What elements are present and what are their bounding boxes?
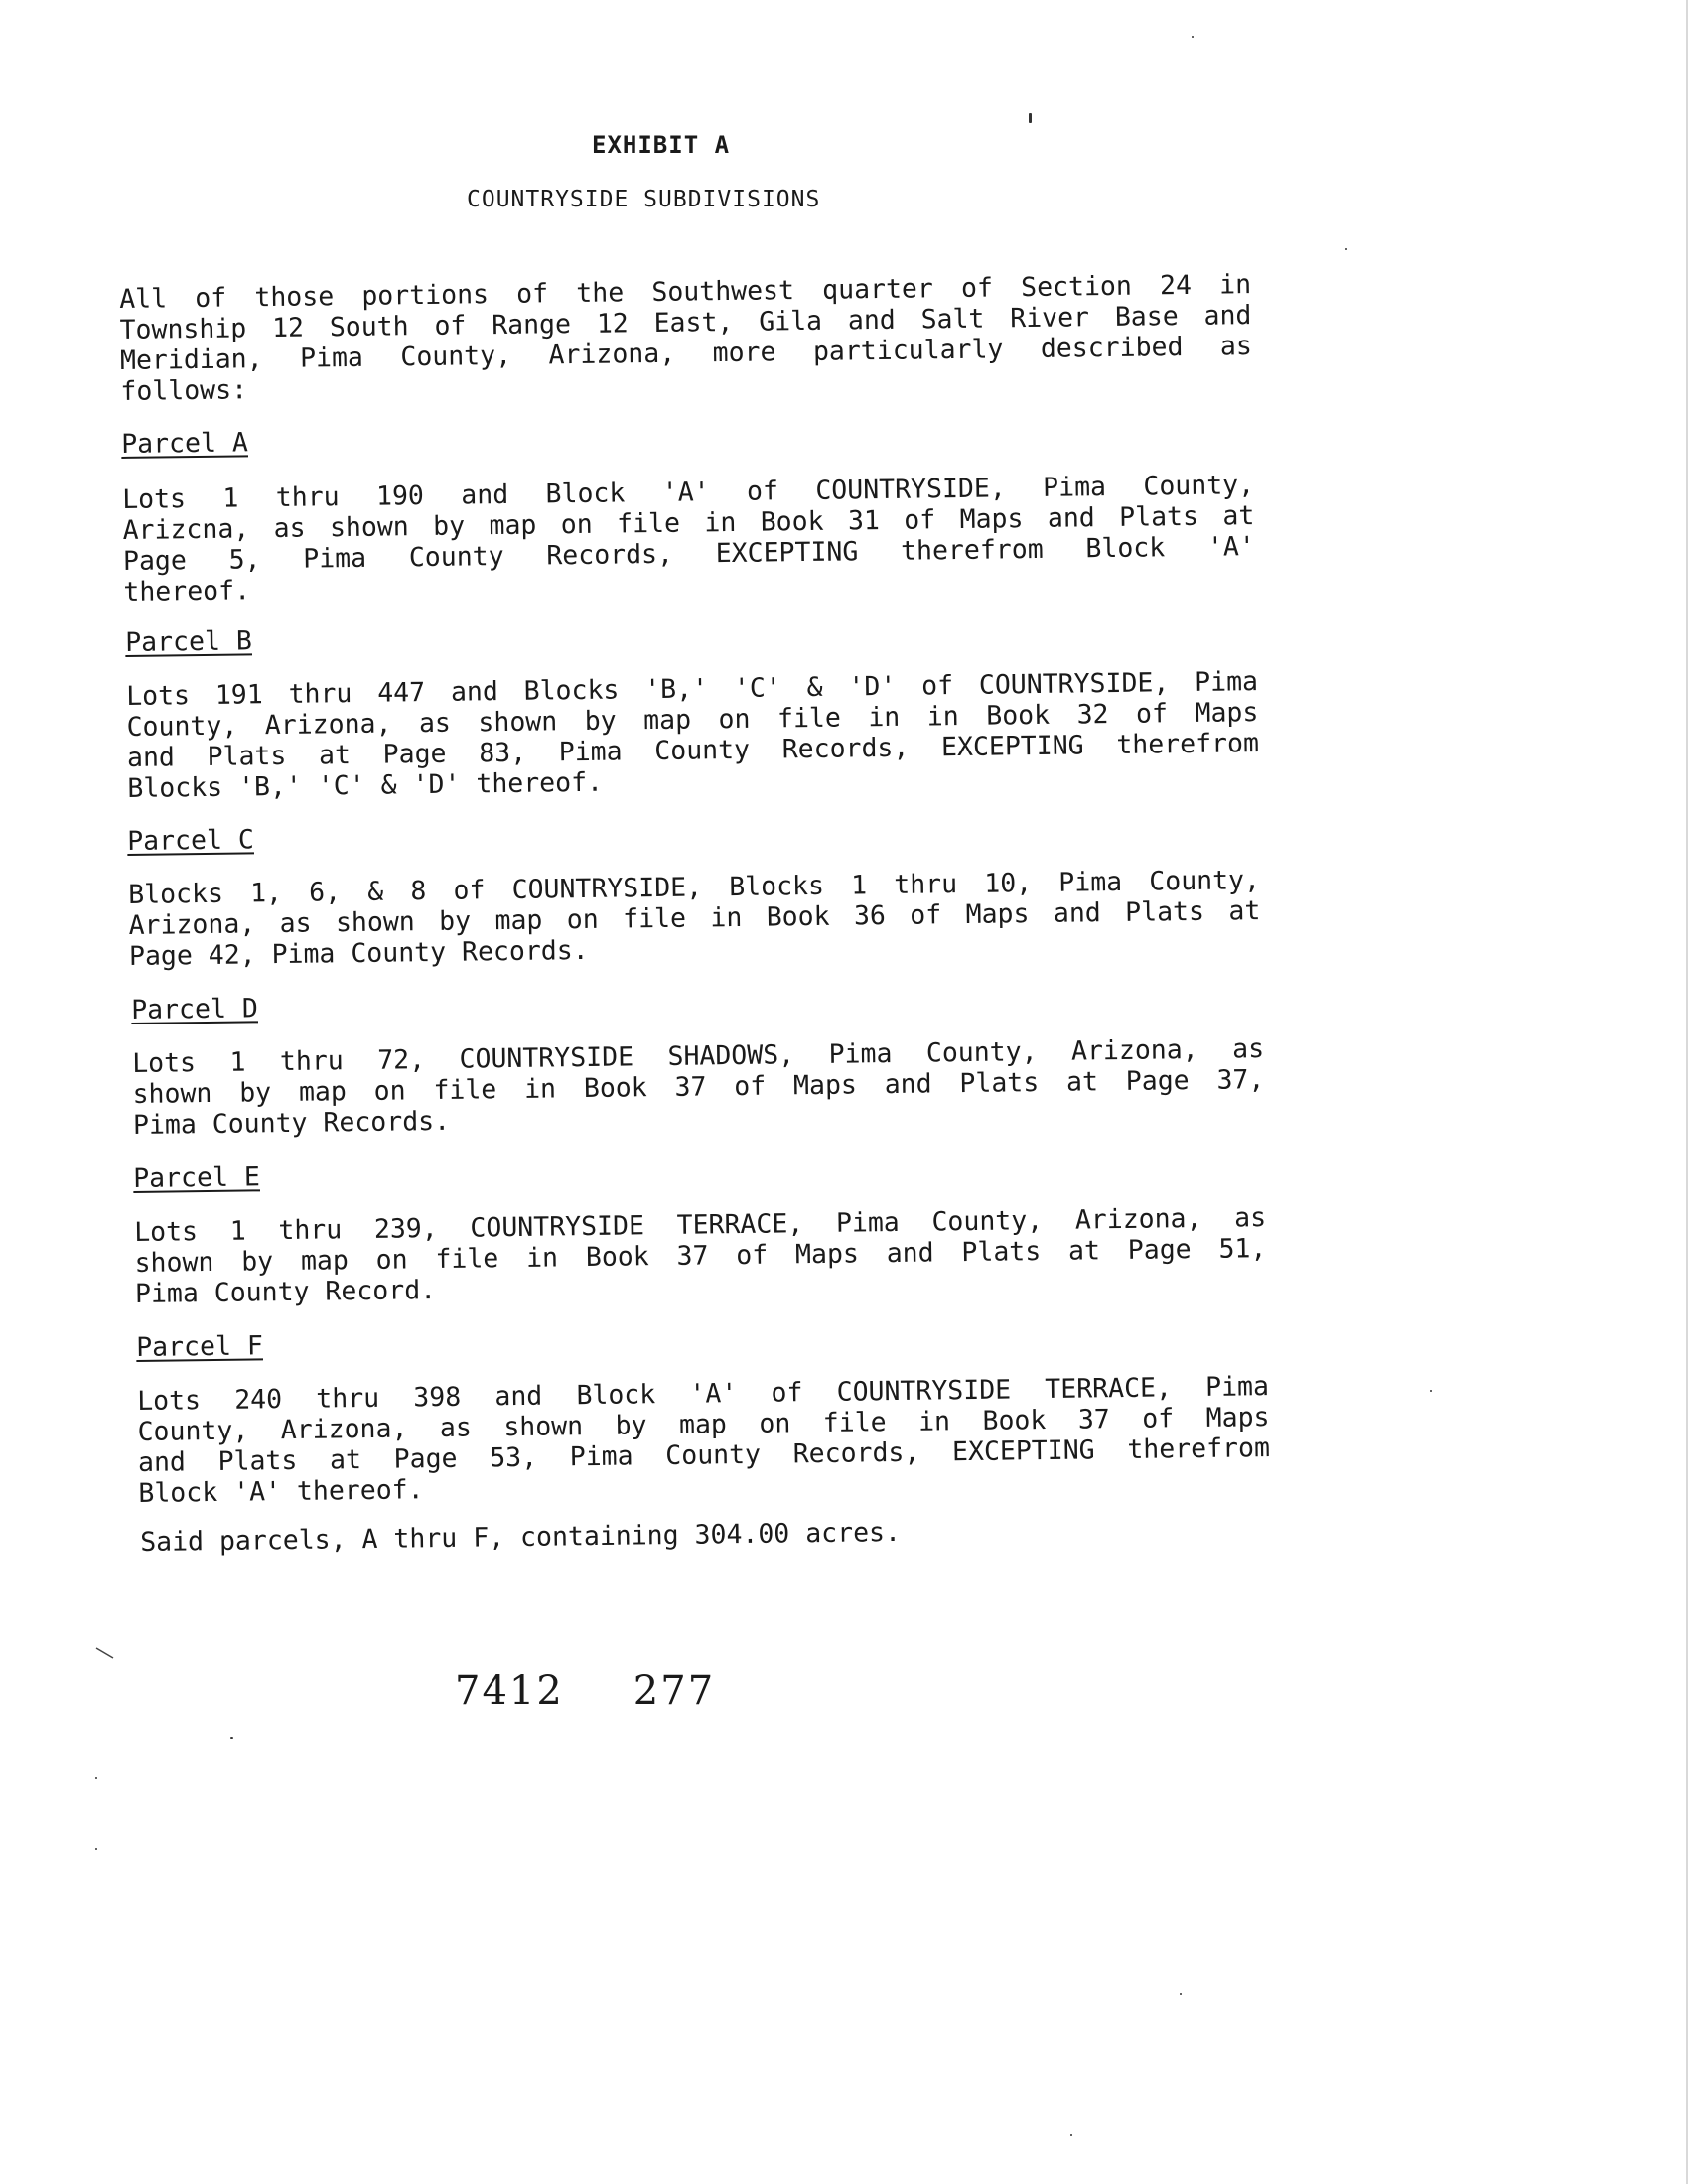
scan-speck	[1192, 36, 1194, 38]
word: COUNTRYSIDE,	[815, 473, 1006, 506]
word: in	[525, 1242, 559, 1274]
word: Book	[760, 505, 824, 538]
word: at	[329, 1444, 362, 1476]
word: Pima	[835, 1206, 900, 1239]
word: therefrom	[1116, 728, 1260, 760]
word: as	[1219, 331, 1253, 362]
word: by	[584, 705, 617, 737]
parcel-e-heading: Parcel E	[133, 1161, 261, 1194]
word: at	[318, 740, 352, 771]
parcel-e-description	[134, 1202, 1267, 1309]
word: 37	[1077, 1404, 1110, 1435]
word: shown	[503, 1411, 584, 1443]
word: 1	[222, 482, 239, 514]
word: County,	[925, 1036, 1038, 1069]
word: 32	[1076, 699, 1109, 731]
word: County,	[1143, 470, 1255, 502]
word: thru	[288, 678, 352, 710]
word: 24	[1159, 269, 1193, 302]
word: map	[300, 1245, 350, 1277]
scan-speck	[1345, 248, 1347, 250]
word: and	[847, 304, 896, 337]
word: described	[1040, 331, 1184, 364]
word: Pima	[828, 1037, 893, 1070]
word: 1,	[249, 877, 283, 909]
word: thru	[316, 1382, 380, 1415]
word: therefrom	[900, 533, 1044, 567]
word: 1	[850, 870, 868, 901]
intro-line: follows:	[120, 374, 248, 407]
scan-speck	[230, 1737, 233, 1739]
word: 447	[377, 677, 426, 709]
word: 36	[853, 900, 887, 932]
word: River	[1010, 302, 1090, 335]
word: of	[746, 476, 779, 507]
word: thru	[279, 1045, 344, 1078]
scan-mark	[95, 1646, 115, 1660]
word: Block	[576, 1379, 656, 1412]
word: 37,	[1216, 1064, 1265, 1096]
word: EXCEPTING	[715, 536, 859, 570]
word: TERRACE,	[1045, 1372, 1173, 1406]
word: particularly	[812, 334, 1004, 367]
word: of	[1142, 1403, 1175, 1434]
word: Book	[585, 1241, 649, 1274]
word: by	[438, 905, 472, 937]
word: 12	[271, 312, 305, 343]
word: Records,	[546, 538, 674, 572]
word: Page	[393, 1442, 458, 1475]
closing-line: Said parcels, A thru F, containing 304.00 acres.	[140, 1516, 902, 1558]
word: TERRACE,	[676, 1208, 804, 1241]
word: of	[736, 1239, 769, 1272]
word: 190	[375, 480, 425, 512]
word: file	[822, 1407, 887, 1438]
word: and	[126, 742, 176, 773]
word: of	[734, 1070, 767, 1103]
word: on	[718, 703, 751, 736]
word: in	[868, 701, 901, 734]
word: Page	[122, 545, 188, 577]
word: Base	[1114, 301, 1179, 333]
word: Section	[1020, 270, 1133, 304]
word: Arizona,	[280, 1413, 408, 1446]
word: County,	[400, 340, 512, 373]
word: and	[886, 1237, 934, 1270]
word: Block	[545, 478, 626, 510]
word: Lots	[134, 1216, 199, 1248]
word: County,	[1149, 865, 1261, 897]
word: Blocks	[128, 878, 224, 910]
word: Salt	[920, 303, 985, 336]
parcel-d-heading: Parcel D	[131, 993, 259, 1025]
word: Book	[986, 699, 1051, 732]
word: Block	[1085, 532, 1166, 565]
word: portions	[361, 279, 490, 312]
word: 240	[234, 1384, 283, 1416]
word: in	[523, 1073, 557, 1105]
word: Page	[1127, 1234, 1192, 1266]
parcel-f-line: Block 'A' thereof.	[138, 1474, 424, 1509]
parcel-a-line: thereof.	[123, 575, 251, 608]
word: on	[560, 508, 593, 541]
parcel-d-line: Pima County Records.	[132, 1105, 451, 1141]
word: East,	[653, 306, 734, 339]
word: as	[273, 512, 306, 545]
word: map	[642, 704, 692, 737]
word: and	[1203, 300, 1252, 332]
word: South	[329, 311, 409, 343]
word: as	[418, 707, 452, 740]
word: map	[298, 1076, 348, 1108]
word: Page	[1125, 1065, 1190, 1097]
word: on	[373, 1075, 406, 1107]
word: quarter	[821, 273, 934, 306]
word: Plats	[959, 1067, 1040, 1100]
word: COUNTRYSIDE	[470, 1210, 645, 1244]
closing-statement	[140, 1515, 1034, 1558]
word: Blocks	[523, 674, 620, 707]
word: Gila	[759, 305, 823, 338]
word: 'A'	[661, 477, 710, 508]
word: file	[435, 1243, 499, 1276]
parcel-b-description	[126, 666, 1260, 804]
word: 191	[214, 679, 263, 711]
word: Maps	[1195, 697, 1259, 729]
word: in	[1218, 269, 1252, 301]
exhibit-title: EXHIBIT A	[592, 131, 731, 159]
word: 'D'	[848, 670, 897, 703]
word: Lots	[132, 1047, 197, 1079]
word: at	[1067, 1235, 1101, 1267]
parcel-f-description	[137, 1371, 1271, 1509]
word: 83,	[478, 737, 527, 769]
parcel-d-description	[132, 1033, 1265, 1141]
word: and	[494, 1380, 543, 1413]
word: 10,	[984, 868, 1033, 899]
word: thru	[278, 1214, 343, 1247]
parcel-a-description	[122, 470, 1256, 608]
word: Range	[492, 309, 572, 341]
word: of	[515, 278, 549, 310]
word: Pima	[303, 542, 367, 575]
word: 6,	[308, 877, 342, 908]
word: and	[1047, 502, 1095, 534]
word: Maps	[1205, 1402, 1270, 1433]
word: Plats	[207, 740, 287, 772]
word: on	[566, 903, 599, 936]
word: &	[806, 671, 823, 704]
parcel-a-heading: Parcel A	[121, 427, 249, 460]
word: those	[254, 281, 335, 314]
word: of	[195, 282, 227, 315]
word: Maps	[965, 898, 1030, 930]
word: shown	[335, 906, 415, 939]
word: SHADOWS,	[667, 1039, 795, 1072]
word: EXCEPTING	[940, 730, 1084, 763]
word: Book	[766, 900, 830, 933]
word: 37	[676, 1240, 709, 1272]
word: 53,	[489, 1441, 538, 1474]
word: and	[461, 478, 509, 511]
word: 'A'	[689, 1378, 738, 1410]
word: COUNTRYSIDE,	[511, 872, 703, 905]
word: of	[453, 875, 486, 906]
word: at	[1228, 895, 1261, 927]
word: of	[904, 504, 936, 536]
word: at	[1065, 1066, 1099, 1098]
word: of	[771, 1377, 803, 1409]
word: &	[367, 876, 384, 907]
word: 239,	[373, 1213, 438, 1245]
word: 1	[229, 1046, 246, 1078]
word: 1	[229, 1215, 246, 1247]
word: Arizona,	[1074, 1202, 1202, 1236]
parcel-c-heading: Parcel C	[127, 824, 255, 857]
word: of	[434, 310, 467, 341]
scan-speck	[1180, 1993, 1182, 1995]
word: map	[489, 509, 537, 542]
word: as	[279, 907, 312, 940]
word: by	[615, 1410, 647, 1441]
word: 72,	[377, 1044, 426, 1076]
word: COUNTRYSIDE	[836, 1374, 1012, 1408]
word: Meridian,	[119, 343, 263, 376]
word: Pima	[569, 1440, 633, 1473]
docket-number: 7412	[455, 1668, 564, 1713]
word: Plats	[1118, 500, 1199, 533]
word: map	[494, 904, 543, 937]
word: Pima	[1042, 472, 1107, 503]
word: on	[759, 1408, 791, 1439]
parcel-e-line: Pima County Record.	[134, 1275, 437, 1309]
word: 'A'	[1206, 531, 1256, 563]
word: Records,	[792, 1436, 920, 1470]
word: thru	[894, 869, 958, 900]
intro-paragraph	[119, 269, 1253, 407]
word: County,	[137, 1415, 249, 1447]
parcel-c-line: Page 42, Pima County Records.	[128, 934, 589, 972]
scan-speck	[1070, 2134, 1072, 2136]
word: Lots	[122, 483, 187, 515]
scan-speck	[95, 1777, 97, 1779]
word: County,	[931, 1205, 1044, 1238]
exhibit-subtitle: COUNTRYSIDE SUBDIVISIONS	[467, 187, 821, 212]
scan-mark-stroke	[96, 1648, 113, 1658]
word: Arizona,	[1070, 1033, 1198, 1067]
word: County,	[126, 710, 238, 743]
word: in	[710, 901, 743, 934]
word: of	[920, 670, 954, 702]
word: 51,	[1218, 1233, 1267, 1265]
scan-speck	[1430, 1390, 1432, 1392]
scan-speck	[1029, 113, 1032, 123]
word: and	[450, 676, 499, 708]
word: shown	[134, 1246, 214, 1279]
word: Maps	[792, 1069, 858, 1102]
word: in	[926, 701, 959, 733]
parcel-c-description	[128, 865, 1261, 972]
word: shown	[329, 511, 409, 544]
word: Pima	[299, 341, 364, 374]
recording-number	[455, 1668, 715, 1713]
word: Records,	[781, 732, 910, 765]
word: as	[1233, 1202, 1267, 1234]
word: and	[1053, 897, 1101, 929]
word: Pima	[1204, 1371, 1270, 1403]
word: Southwest	[651, 275, 795, 308]
word: Maps	[959, 503, 1024, 535]
word: Plats	[217, 1444, 298, 1477]
word: shown	[478, 706, 558, 739]
word: file	[433, 1074, 497, 1107]
word: Plats	[1124, 895, 1205, 928]
word: and	[884, 1068, 932, 1101]
word: Lots	[137, 1385, 202, 1417]
word: file	[776, 702, 842, 735]
word: thru	[275, 481, 340, 513]
word: 31	[847, 505, 881, 537]
word: Pima	[558, 736, 623, 768]
word: as	[439, 1412, 473, 1444]
word: more	[712, 337, 776, 369]
word: Book	[982, 1405, 1047, 1436]
word: EXCEPTING	[951, 1434, 1095, 1468]
parcel-b-line: Blocks 'B,' 'C' & 'D' thereof.	[127, 766, 604, 804]
word: Lots	[126, 680, 191, 712]
word: 5,	[228, 544, 261, 576]
word: 8	[410, 876, 427, 907]
word: COUNTRYSIDE	[459, 1041, 634, 1075]
word: by	[239, 1077, 272, 1109]
word: County	[665, 1438, 762, 1472]
word: in	[704, 506, 737, 539]
page-number: 277	[633, 1668, 716, 1713]
word: therefrom	[1127, 1433, 1271, 1465]
word: shown	[132, 1077, 212, 1110]
word: Arizona,	[128, 908, 256, 941]
word: Plats	[961, 1236, 1042, 1269]
word: of	[960, 272, 994, 304]
word: Page	[382, 738, 447, 770]
parcel-b-heading: Parcel B	[125, 625, 253, 658]
word: County	[408, 540, 504, 574]
word: Blocks	[729, 870, 825, 903]
word: of	[910, 899, 942, 931]
word: Pima	[1194, 666, 1259, 698]
word: Arizona,	[264, 708, 392, 742]
word: as	[1231, 1033, 1265, 1065]
word: COUNTRYSIDE,	[978, 667, 1170, 701]
word: 398	[413, 1381, 462, 1414]
word: file	[622, 902, 687, 935]
word: the	[576, 277, 625, 309]
word: Township	[119, 313, 247, 345]
word: in	[917, 1406, 951, 1437]
word: of	[1135, 698, 1169, 730]
word: on	[375, 1244, 408, 1276]
word: 12	[596, 308, 629, 340]
parcel-f-heading: Parcel F	[136, 1330, 264, 1363]
word: by	[241, 1246, 274, 1278]
word: and	[137, 1446, 187, 1478]
word: 'B,'	[644, 673, 709, 706]
word: Pima	[1058, 866, 1123, 898]
word: map	[678, 1409, 728, 1440]
word: All	[119, 283, 168, 315]
word: Maps	[794, 1238, 860, 1271]
word: Book	[583, 1072, 647, 1105]
word: at	[1222, 500, 1255, 532]
word: County	[654, 734, 751, 767]
scan-speck	[95, 1848, 97, 1850]
word: 'C'	[733, 672, 781, 704]
word: 37	[674, 1071, 707, 1103]
word: Arizona,	[548, 338, 676, 371]
word: by	[432, 510, 466, 542]
word: Arizcna,	[122, 513, 250, 546]
word: file	[616, 507, 681, 540]
